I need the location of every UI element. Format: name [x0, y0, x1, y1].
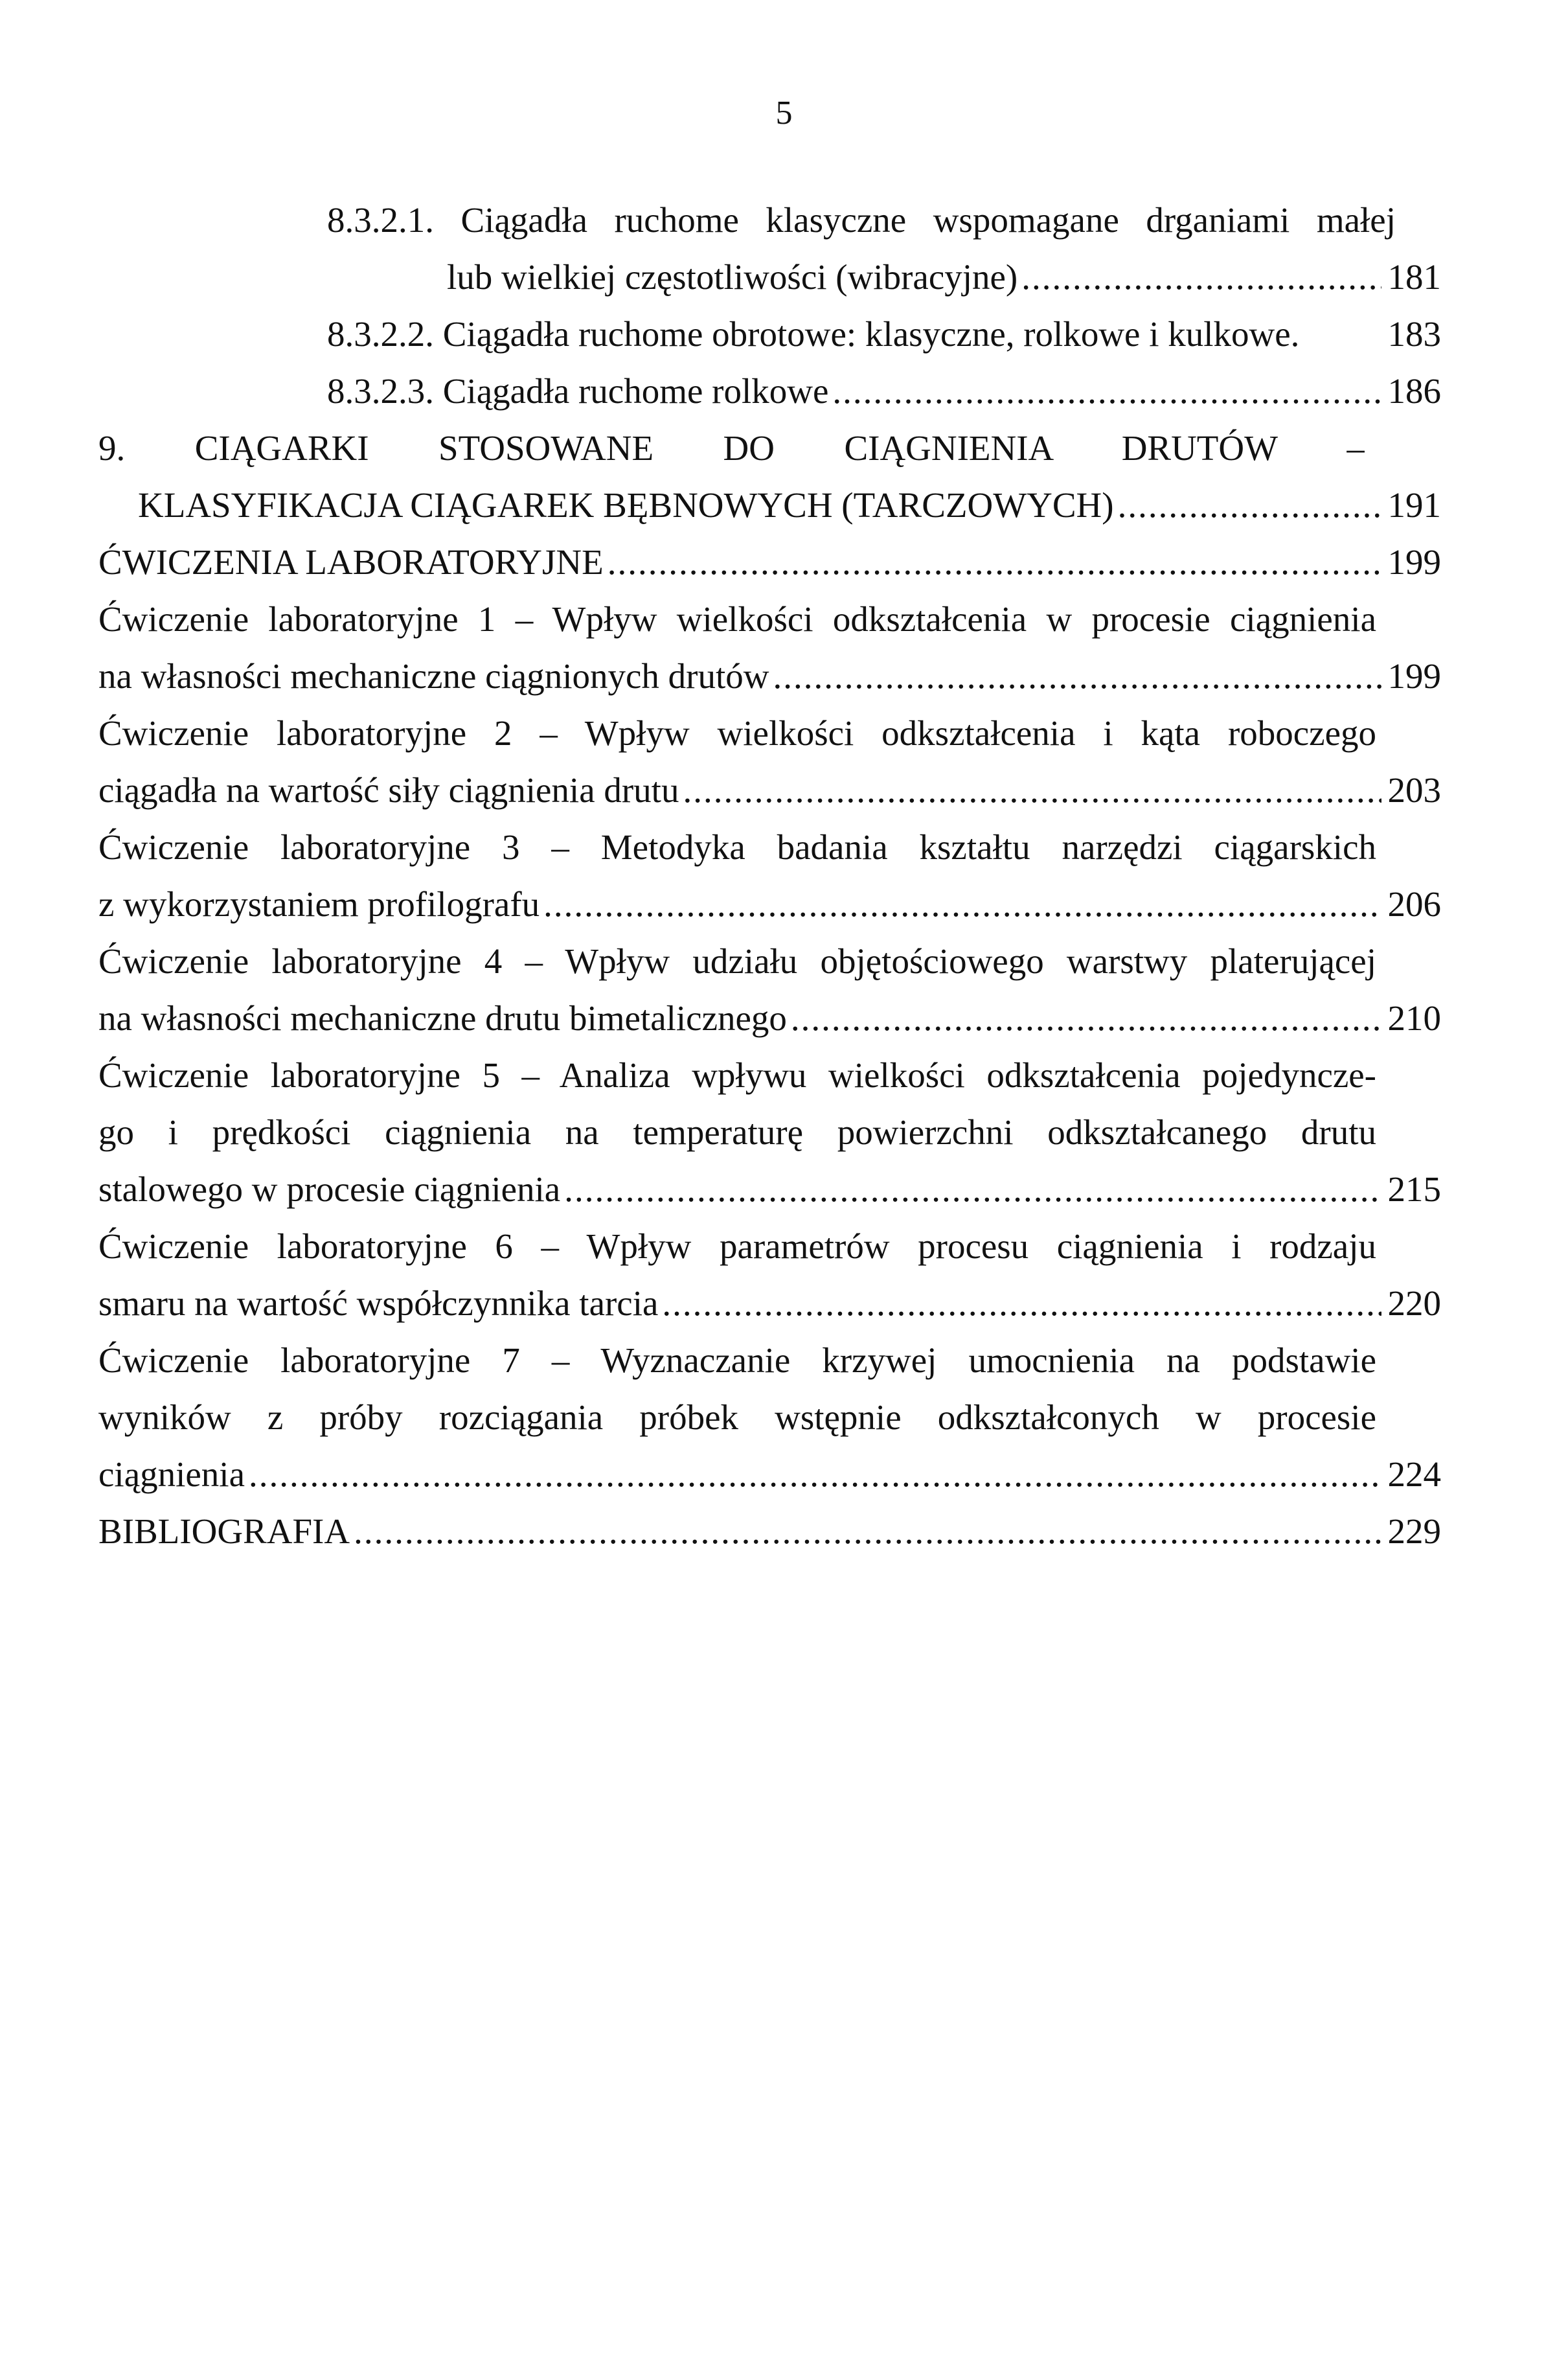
toc-page-number: 206 [1387, 884, 1441, 924]
dot-leader [791, 989, 1381, 1048]
toc-entry-text: KLASYFIKACJA CIĄGAREK BĘBNOWYCH (TARCZOWYCH) [138, 485, 1114, 525]
dot-leader [608, 533, 1381, 591]
toc-entry-text: ciągadła na wartość siły ciągnienia drutu [98, 770, 679, 810]
toc-entry-cwiczenie-4-line1: Ćwiczenie laboratoryjne 4 – Wpływ udziału objętościowego warstwy platerującej [98, 941, 1376, 981]
toc-entry-cwiczenie-7-line3 [98, 1445, 1441, 1504]
toc-entry-text: na własności mechaniczne drutu bimetalicznego [98, 998, 787, 1038]
toc-entry-cwiczenia [98, 533, 1441, 591]
dot-leader [1118, 476, 1381, 534]
toc-page-number: 199 [1387, 656, 1441, 696]
toc-entry-cwiczenie-7-line2: wyników z próby rozciągania próbek wstępnie odkształconych w procesie [98, 1397, 1376, 1437]
dot-leader [683, 761, 1381, 820]
toc-entry-text: na własności mechaniczne ciągnionych drutów [98, 656, 769, 696]
toc-entry-9-line1: 9. CIĄGARKI STOSOWANE DO CIĄGNIENIA DRUTÓW – [98, 428, 1365, 468]
dot-leader [832, 362, 1381, 420]
toc-page-number: 220 [1387, 1283, 1441, 1323]
toc-page-number: 191 [1387, 485, 1441, 525]
toc-entry-text: stalowego w procesie ciągnienia [98, 1169, 561, 1209]
toc-page-number: 183 [1387, 314, 1441, 354]
toc-entry-text: 8.3.2.3. Ciągadła ruchome rolkowe [327, 371, 829, 411]
dot-leader [662, 1274, 1381, 1333]
toc-entry-8-3-2-1-line2 [447, 248, 1441, 306]
dot-leader [773, 647, 1381, 706]
toc-entry-bibliografia [98, 1502, 1441, 1561]
toc-entry-cwiczenie-6-line2 [98, 1274, 1441, 1333]
toc-entry-cwiczenie-5-line1: Ćwiczenie laboratoryjne 5 – Analiza wpływu wielkości odkształcenia pojedyncze- [98, 1055, 1376, 1095]
dot-leader [564, 1160, 1381, 1219]
dot-leader [1021, 248, 1381, 306]
toc-entry-8-3-2-1-line1: 8.3.2.1. Ciągadła ruchome klasyczne wspomagane drganiami małej [327, 200, 1396, 240]
dot-leader [543, 875, 1381, 934]
toc-entry-text: lub wielkiej częstotliwości (wibracyjne) [447, 257, 1018, 297]
toc-page-number: 181 [1387, 257, 1441, 297]
toc-entry-cwiczenie-2-line1: Ćwiczenie laboratoryjne 2 – Wpływ wielkości odkształcenia i kąta roboczego [98, 713, 1376, 753]
toc-page-number: 199 [1387, 542, 1441, 582]
toc-page-number: 210 [1387, 998, 1441, 1038]
toc-page-number: 224 [1387, 1454, 1441, 1494]
toc-entry-cwiczenie-7-line1: Ćwiczenie laboratoryjne 7 – Wyznaczanie krzywej umocnienia na podstawie [98, 1340, 1376, 1380]
toc-page-number: 186 [1387, 371, 1441, 411]
toc-entry-text: z wykorzystaniem profilografu [98, 884, 540, 924]
toc-entry-text: 8.3.2.2. Ciągadła ruchome obrotowe: klasyczne, rolkowe i kulkowe. [327, 314, 1300, 354]
toc-entry-text: smaru na wartość współczynnika tarcia [98, 1283, 659, 1323]
toc-entry-cwiczenie-1-line2 [98, 647, 1441, 706]
toc-entry-cwiczenie-5-line2: go i prędkości ciągnienia na temperaturę powierzchni odkształcanego drutu [98, 1112, 1376, 1152]
toc-entry-cwiczenie-6-line1: Ćwiczenie laboratoryjne 6 – Wpływ parametrów procesu ciągnienia i rodzaju [98, 1226, 1376, 1266]
toc-entry-text: ciągnienia [98, 1454, 245, 1494]
toc-entry-8-3-2-2 [327, 305, 1441, 363]
toc-page-number: 229 [1387, 1511, 1441, 1551]
toc-entry-cwiczenie-3-line1: Ćwiczenie laboratoryjne 3 – Metodyka badania kształtu narzędzi ciągarskich [98, 827, 1376, 867]
toc-entry-cwiczenie-4-line2 [98, 989, 1441, 1048]
toc-page-number: 203 [1387, 770, 1441, 810]
dot-leader [354, 1502, 1381, 1561]
page-number: 5 [775, 95, 793, 132]
toc-entry-9-line2 [138, 476, 1441, 534]
toc-entry-cwiczenie-3-line2 [98, 875, 1441, 934]
toc-entry-text: ĆWICZENIA LABORATORYJNE [98, 542, 604, 582]
toc-page-number: 215 [1387, 1169, 1441, 1209]
dot-leader [249, 1445, 1381, 1504]
toc-entry-text: BIBLIOGRAFIA [98, 1511, 350, 1551]
toc-entry-cwiczenie-1-line1: Ćwiczenie laboratoryjne 1 – Wpływ wielkości odkształcenia w procesie ciągnienia [98, 599, 1376, 639]
toc-entry-8-3-2-3 [327, 362, 1441, 420]
toc-entry-cwiczenie-2-line2 [98, 761, 1441, 820]
toc-entry-cwiczenie-5-line3 [98, 1160, 1441, 1219]
